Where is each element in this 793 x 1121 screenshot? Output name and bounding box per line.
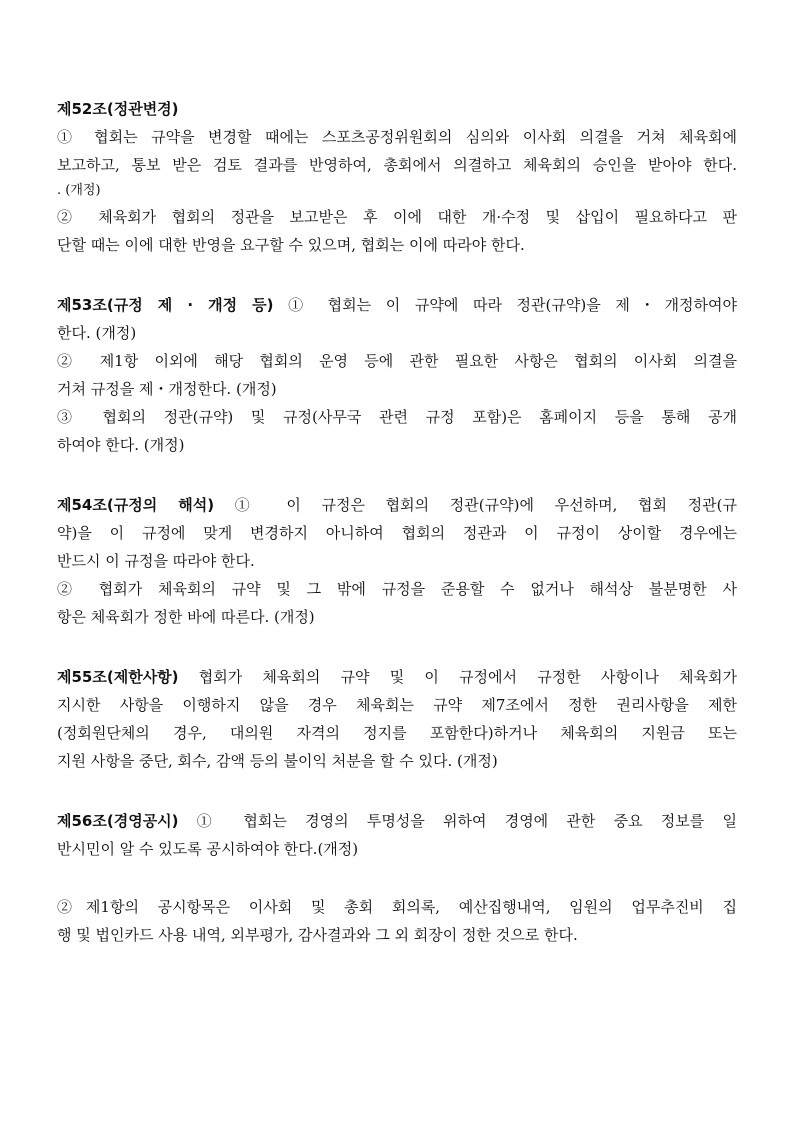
article-53-p1-line1 xyxy=(57,291,737,319)
article-54-p1-line2: 약)을 이 규정에 맞게 변경하지 아니하여 협회의 정관과 이 규정이 상이할 경우에는 xyxy=(57,524,737,542)
article-54-heading: 제54조(규정의 해석) xyxy=(57,496,215,514)
article-55-line1-text: 협회가 체육회의 규약 및 이 규정에서 규정한 사항이나 체육회가 xyxy=(178,668,737,686)
article-53-p1-line2: 한다. (개정) xyxy=(57,324,137,342)
article-56-p2-line2: 행 및 법인카드 사용 내역, 외부평가, 감사결과와 그 외 회장이 정한 것으로 한다. xyxy=(57,926,578,944)
article-56-heading: 제56조(경영공시) xyxy=(57,812,179,830)
spacer xyxy=(57,631,737,663)
article-54-p1-line3: 반드시 이 규정을 따라야 한다. xyxy=(57,552,255,570)
article-56-p2-line1: ②제1항의 공시항목은 이사회 및 총회 회의록, 예산집행내역, 임원의 업무추진비 집 xyxy=(57,898,737,916)
article-52-heading: 제52조(정관변경) xyxy=(57,100,179,118)
article-56-p1-line2: 반시민이 알 수 있도록 공시하여야 한다.(개정) xyxy=(57,840,359,858)
article-53-p3-line2: 하여야 한다. (개정) xyxy=(57,436,185,454)
spacer xyxy=(57,863,737,893)
article-56 xyxy=(57,807,737,949)
article-52-p1-line2: 보고하고, 통보 받은 검토 결과를 반영하여, 총회에서 의결하고 체육회의 승인을 받아야 한다. xyxy=(57,156,737,174)
article-54-p1-line1 xyxy=(57,491,737,519)
article-52 xyxy=(57,95,737,259)
article-53-p2-line1: ② 제1항 이외에 해당 협회의 운영 등에 관한 필요한 사항은 협회의 이사회 의결을 xyxy=(57,352,737,370)
article-54 xyxy=(57,491,737,631)
article-55 xyxy=(57,663,737,775)
article-54-p2-line2: 항은 체육회가 정한 바에 따른다. (개정) xyxy=(57,608,315,626)
article-55-line2: 지시한 사항을 이행하지 않을 경우 체육회는 규약 제7조에서 정한 권리사항을 제한 xyxy=(57,696,737,714)
article-52-p2-line1: ② 체육회가 협회의 정관을 보고받은 후 이에 대한 개·수정 및 삽입이 필요하다고 판 xyxy=(57,208,737,226)
article-53-heading: 제53조(규정 제 · 개정 등) xyxy=(57,296,274,314)
article-55-line3: (정회원단체의 경우, 대의원 자격의 정지를 포함한다)하거나 체육회의 지원금 또는 xyxy=(57,724,737,742)
article-52-p2-line2: 단할 때는 이에 대한 반영을 요구할 수 있으며, 협회는 이에 따라야 한다. xyxy=(57,236,525,254)
article-55-line1 xyxy=(57,663,737,691)
article-52-p1-line1: ① 협회는 규약을 변경할 때에는 스포츠공정위원회의 심의와 이사회 의결을 거쳐 체육회에 xyxy=(57,128,737,146)
article-56-p1-line1 xyxy=(57,807,737,835)
article-52-p1-line3: . (개정) xyxy=(57,183,101,198)
article-54-p2-line1: ② 협회가 체육회의 규약 및 그 밖에 규정을 준용할 수 없거나 해석상 불분명한 사 xyxy=(57,580,737,598)
document-page xyxy=(57,95,737,949)
article-53-p2-line2: 거쳐 규정을 제・개정한다. (개정) xyxy=(57,380,277,398)
spacer xyxy=(57,459,737,491)
article-53 xyxy=(57,291,737,459)
article-54-p1-line1-text: ① 이 규정은 협회의 정관(규약)에 우선하며, 협회 정관(규 xyxy=(214,496,737,514)
spacer xyxy=(57,259,737,291)
article-53-p3-line1: ③ 협회의 정관(규약) 및 규정(사무국 관련 규정 포함)은 홈페이지 등을 통해 공개 xyxy=(57,408,737,426)
article-56-p1-line1-text: ① 협회는 경영의 투명성을 위하여 경영에 관한 중요 정보를 일 xyxy=(178,812,737,830)
spacer xyxy=(57,775,737,807)
article-53-p1-line1-text: ① 협회는 이 규약에 따라 정관(규약)을 제・개정하여야 xyxy=(273,296,737,314)
article-55-line4: 지원 사항을 중단, 회수, 감액 등의 불이익 처분을 할 수 있다. (개정) xyxy=(57,752,498,770)
article-52-heading-line xyxy=(57,95,737,123)
article-55-heading: 제55조(제한사항) xyxy=(57,668,179,686)
